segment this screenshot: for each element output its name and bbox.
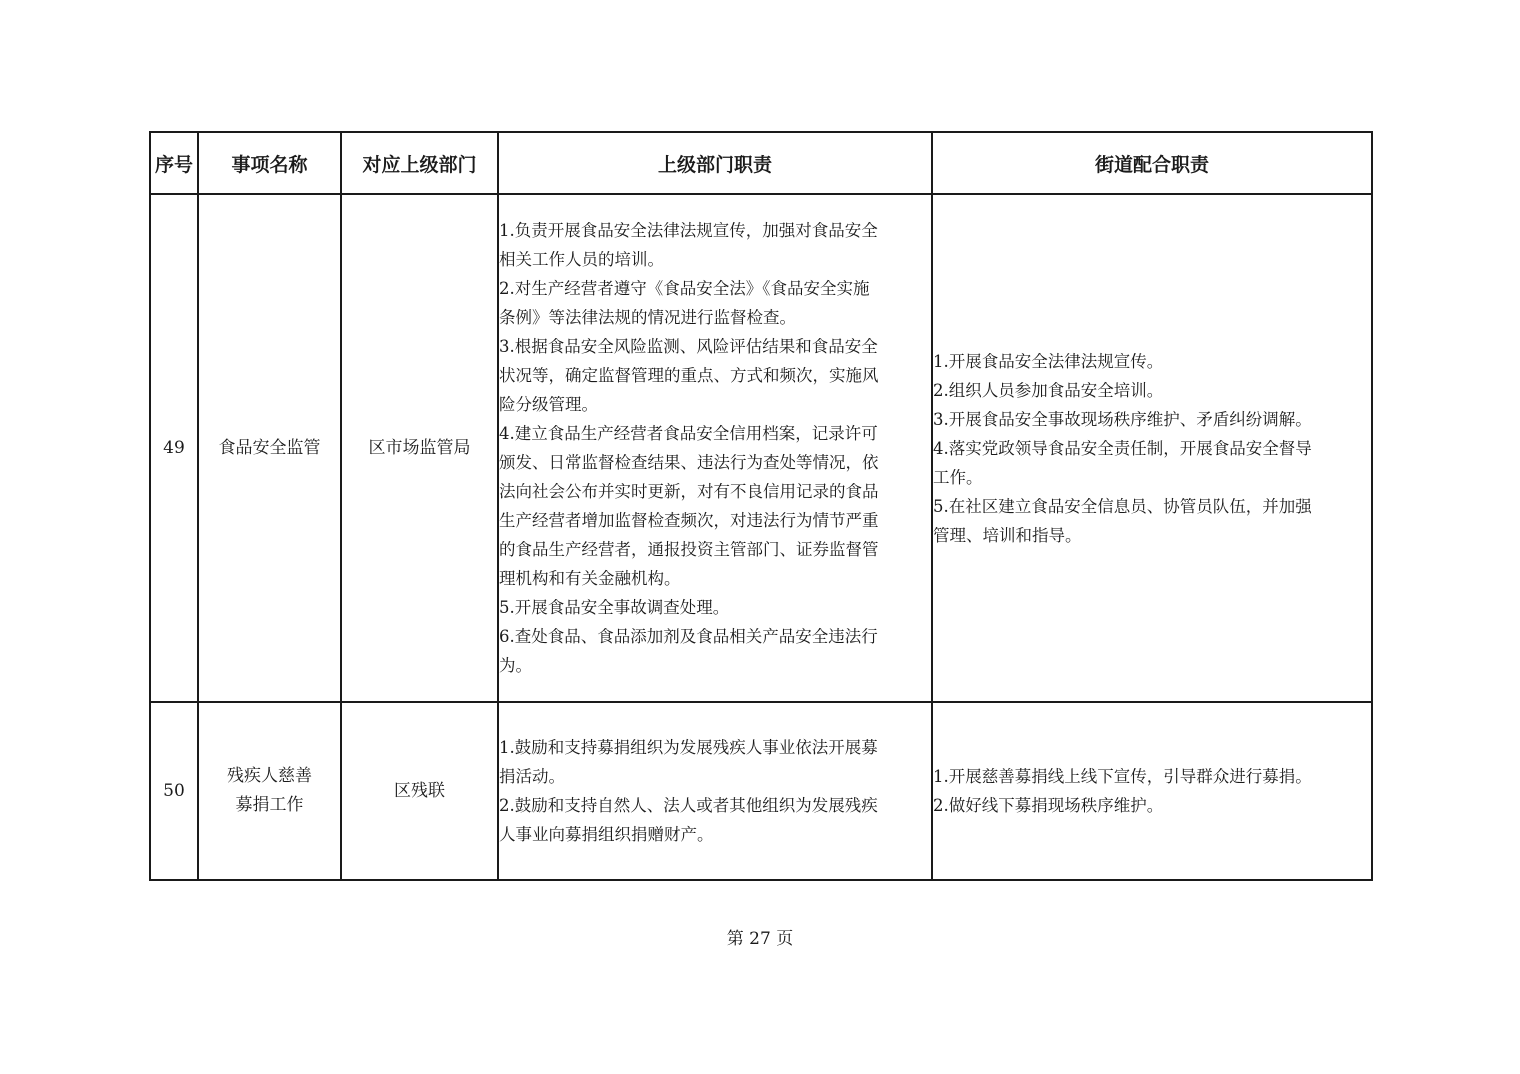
duty-line: 3.根据食品安全风险监测、风险评估结果和食品安全 (499, 337, 878, 356)
duty-table (149, 131, 1373, 881)
table-row (150, 194, 1372, 702)
duty-line: 捐活动。 (499, 767, 565, 786)
duty-line: 条例》等法律法规的情况进行监督检查。 (499, 308, 796, 327)
duty-line: 1.鼓励和支持募捐组织为发展残疾人事业依法开展募 (499, 738, 878, 757)
duty-line: 工作。 (933, 467, 983, 487)
duty-line: 险分级管理。 (499, 395, 598, 414)
duty-line: 3.开展食品安全事故现场秩序维护、矛盾纠纷调解。 (933, 409, 1312, 429)
header-street-duty: 街道配合职责 (932, 132, 1372, 194)
duty-line: 人事业向募捐组织捐赠财产。 (499, 825, 714, 844)
header-superior-duty: 上级部门职责 (498, 132, 932, 194)
duty-line: 2.鼓励和支持自然人、法人或者其他组织为发展残疾 (499, 796, 878, 815)
row-superior-duty (498, 194, 932, 702)
duty-line: 6.查处食品、食品添加剂及食品相关产品安全违法行 (499, 627, 878, 646)
row-no: 50 (150, 702, 198, 880)
duty-line: 5.开展食品安全事故调查处理。 (499, 598, 730, 617)
page-number: 第 27 页 (726, 929, 794, 949)
duty-line: 相关工作人员的培训。 (499, 250, 664, 269)
header-no: 序号 (150, 132, 198, 194)
row-street-duty (932, 702, 1372, 880)
row-superior-dept: 区市场监管局 (341, 194, 498, 702)
duty-line: 2.做好线下募捐现场秩序维护。 (933, 796, 1164, 815)
duty-line: 管理、培训和指导。 (933, 525, 1082, 545)
duty-line: 2.组织人员参加食品安全培训。 (933, 380, 1164, 400)
row-street-duty (932, 194, 1372, 702)
header-superior-dept: 对应上级部门 (341, 132, 498, 194)
row-superior-dept: 区残联 (341, 702, 498, 880)
row-superior-duty (498, 702, 932, 880)
duty-line: 1.开展慈善募捐线上线下宣传，引导群众进行募捐。 (933, 767, 1312, 786)
duty-line: 法向社会公布并实时更新，对有不良信用记录的食品 (499, 482, 879, 501)
item-name-line: 募捐工作 (235, 795, 304, 815)
row-item-name: 食品安全监管 (198, 194, 341, 702)
duty-line: 1.负责开展食品安全法律法规宣传，加强对食品安全 (499, 221, 878, 240)
item-name-line: 残疾人慈善 (227, 766, 312, 786)
duty-line: 状况等，确定监督管理的重点、方式和频次，实施风 (499, 366, 879, 385)
duty-line: 4.建立食品生产经营者食品安全信用档案，记录许可 (499, 424, 878, 443)
duty-line: 理机构和有关金融机构。 (499, 569, 681, 588)
table-row (150, 702, 1372, 880)
duty-line: 5.在社区建立食品安全信息员、协管员队伍，并加强 (933, 496, 1312, 516)
duty-line: 1.开展食品安全法律法规宣传。 (933, 351, 1164, 371)
duty-line: 4.落实党政领导食品安全责任制，开展食品安全督导 (933, 438, 1312, 458)
row-item-name (198, 702, 341, 880)
duty-line: 的食品生产经营者，通报投资主管部门、证券监督管 (499, 540, 879, 559)
duty-line: 为。 (499, 656, 532, 675)
header-item-name: 事项名称 (198, 132, 341, 194)
duty-line: 生产经营者增加监督检查频次，对违法行为情节严重 (499, 511, 879, 530)
duty-line: 2.对生产经营者遵守《食品安全法》《食品安全实施 (499, 279, 870, 298)
duty-line: 颁发、日常监督检查结果、违法行为查处等情况，依 (499, 453, 879, 472)
row-no: 49 (150, 194, 198, 702)
header-row (150, 132, 1372, 194)
